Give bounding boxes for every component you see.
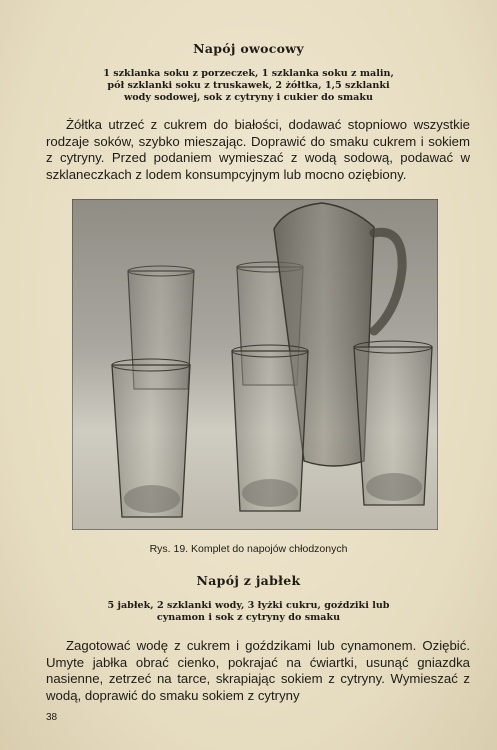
- photo-drink-set: [72, 199, 438, 530]
- section-title-fruit-drink: Napój owocowy: [193, 41, 304, 56]
- ingredients-line: pół szklanki soku z truskawek, 2 żółtka, 1,5 szklanki: [107, 80, 390, 91]
- ingredients-fruit-drink: [60, 68, 437, 104]
- section-title-apple-drink: Napój z jabłek: [196, 573, 301, 588]
- ingredients-line: cynamon i sok z cytryny do smaku: [156, 612, 341, 623]
- glassware-illustration: [72, 199, 438, 530]
- recipe-instructions-apple-drink: Zagotować wodę z cukrem i goździkami lub cynamonem. Oziębić. Umyte jabłka obrać cienko, pokrajać na ćwiartki, usunąć gniazdka nasienne, zetrzeć na tarce, skrapiając sokiem z cytryny. Wymieszać z wodą, doprawić do smaku sokiem z cytryny: [46, 638, 470, 703]
- ingredients-line: wody sodowej, sok z cytryny i cukier do smaku: [123, 92, 374, 103]
- ingredients-line: 1 szklanka soku z porzeczek, 1 szklanka soku z malin,: [103, 68, 394, 79]
- page-number: 38: [46, 712, 58, 723]
- recipe-instructions-fruit-drink: Żółtka utrzeć z cukrem do białości, dodawać stopniowo wszystkie rodzaje soków, szybko mieszając. Doprawić do smaku cukrem i sokiem z cytryny. Przed podaniem wymieszać z wodą sodową, podawać w szklaneczkach z lodem konsumpcyjnym lub mocno oziębiony.: [46, 117, 470, 182]
- ingredients-line: 5 jabłek, 2 szklanki wody, 3 łyżki cukru, goździki lub: [107, 600, 390, 611]
- ingredients-apple-drink: [60, 600, 437, 624]
- figure-caption: Rys. 19. Komplet do napojów chłodzonych: [149, 543, 348, 555]
